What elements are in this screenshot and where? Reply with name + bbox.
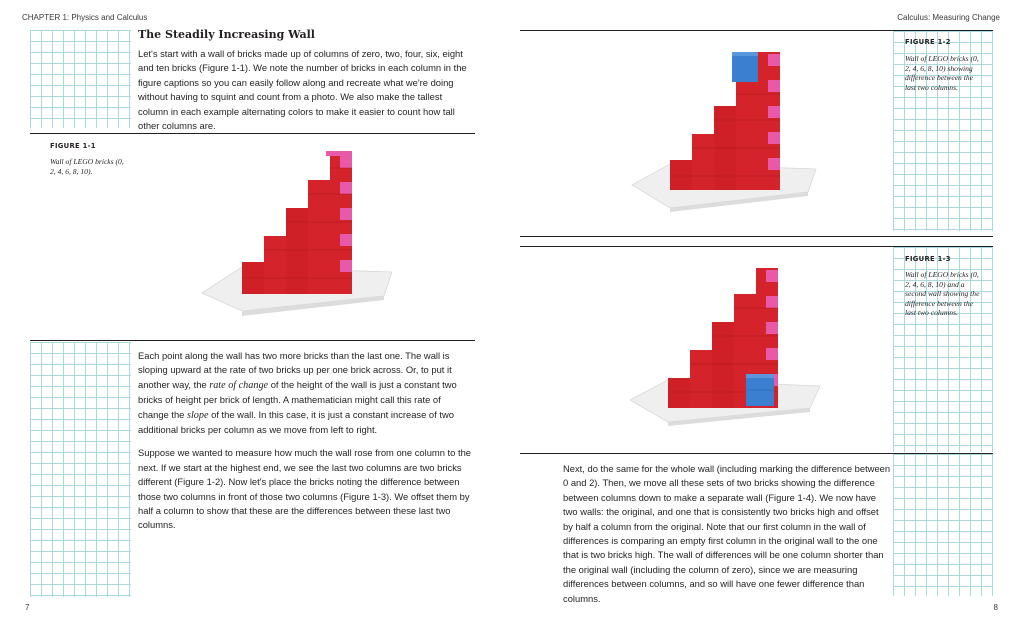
figure-1-1-caption: Wall of LEGO bricks (0, 2, 4, 6, 8, 10). xyxy=(50,157,124,176)
figure-1-2-bottom-rule xyxy=(520,236,993,237)
figure-1-3-label: FIGURE 1-3 xyxy=(905,255,951,263)
measure-paragraph: Suppose we wanted to measure how much the wall rose from one column to the next. If we start at the highest end, we see the last two columns are two bricks different (Figure 1-2). Now let's place the bricks noting the difference between those two columns in front of those two columns (Figure 1-3). We offset them by half a column to show that these are the differences between these last two columns. xyxy=(138,447,471,531)
figure-1-1-lego-wall xyxy=(200,150,400,335)
figure-1-2-caption: Wall of LEGO bricks (0, 2, 4, 6, 8, 10) showing difference between the last two columns. xyxy=(905,54,979,92)
figure-1-3-caption: Wall of LEGO bricks (0, 2, 4, 6, 8, 10) and a second wall showing the difference between the last two columns. xyxy=(905,270,980,318)
left-grid-margin-top xyxy=(30,30,131,128)
figure-1-1-bottom-rule xyxy=(30,340,475,341)
term-rate-of-change: rate of change xyxy=(209,379,269,391)
right-page-number: 8 xyxy=(993,603,998,612)
right-body-text xyxy=(563,462,891,615)
rate-text-2: of the height of the wall is just a constant two bricks of height per brick of length. A mathematician might call this rate of change the xyxy=(138,378,457,420)
figure-1-1-top-rule xyxy=(30,133,475,134)
figure-1-1-label: FIGURE 1-1 xyxy=(50,142,96,150)
left-running-head: CHAPTER 1: Physics and Calculus xyxy=(22,13,148,22)
wall-columns xyxy=(242,151,352,294)
right-grid-margin-bottom xyxy=(893,454,993,596)
term-slope: slope xyxy=(187,409,209,421)
rate-text-1: Each point along the wall has two more bricks than the last one. The wall is sloping upward at the rate of two bricks up per one brick across. Or, to put it another way, the xyxy=(138,350,452,390)
left-page-number: 7 xyxy=(25,603,30,612)
closing-paragraph: Next, do the same for the whole wall (including marking the difference between 0 and 2). Then, we move all these sets of two bricks showing the difference between columns down to make a separate wall (Figure 1-4). We now have two walls: the original, and one that is consistently two bricks high and offset by half a column from the original. Note that our first column in the wall of differences is comparing an empty first column in the original wall to the one that is two bricks high. The wall of differences will be one column shorter than the original wall (including the column of zero), since we are measuring differences between columns, and so will have one fewer difference than columns. xyxy=(563,463,891,604)
figure-1-2-label: FIGURE 1-2 xyxy=(905,38,951,46)
left-grid-margin-bottom xyxy=(30,342,131,597)
body-text-lower xyxy=(138,349,471,542)
intro-text: Let's start with a wall of bricks made up of columns of zero, two, four, six, eight and ten bricks (Figure 1-1). We note the number of bricks in each column in the figure captions so you can easily follow along and recreate what we're doing without having to squint and count from a photo. We also make the tallest column in each example alternating colors to make it easier to count how tall other columns are. xyxy=(138,48,467,132)
right-running-head: Calculus: Measuring Change xyxy=(897,13,1000,22)
intro-paragraph xyxy=(138,47,471,142)
rate-paragraph xyxy=(138,349,471,437)
rate-text-3: of the wall. In this case, it is just a constant increase of two additional bricks per column as we move from left to right. xyxy=(138,408,454,436)
figure-1-2-lego-wall xyxy=(630,48,830,223)
section-title: The Steadily Increasing Wall xyxy=(138,28,315,41)
figure-1-3-lego-wall xyxy=(628,262,828,432)
